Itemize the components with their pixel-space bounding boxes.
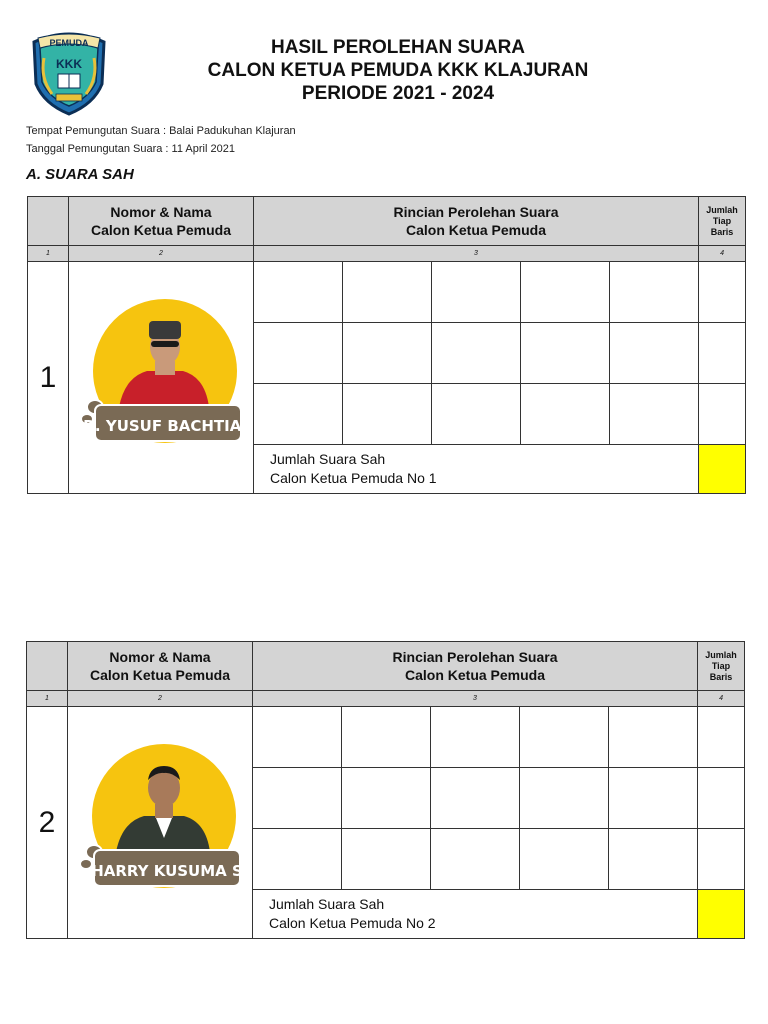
vote-table-2 bbox=[26, 641, 745, 939]
row-total-cell[interactable] bbox=[699, 262, 746, 323]
row-total-cell[interactable] bbox=[698, 707, 745, 768]
vote-cell[interactable] bbox=[253, 768, 342, 829]
vote-cell[interactable] bbox=[343, 323, 432, 384]
vote-cell[interactable] bbox=[254, 262, 343, 323]
vote-cell[interactable] bbox=[343, 384, 432, 445]
col-number-2: 2 bbox=[68, 691, 253, 707]
candidate-portrait-icon bbox=[81, 295, 241, 455]
row-total-cell[interactable] bbox=[699, 323, 746, 384]
header-detail-line2: Calon Ketua Pemuda bbox=[405, 222, 547, 238]
candidate-number: 2 bbox=[27, 707, 68, 939]
polling-date: Tanggal Pemungutan Suara : 11 April 2021 bbox=[26, 143, 235, 155]
header-total-line1: Jumlah bbox=[705, 649, 737, 660]
vote-cell[interactable] bbox=[342, 707, 431, 768]
header-blank bbox=[28, 197, 69, 246]
vote-cell[interactable] bbox=[610, 262, 699, 323]
header-vote-detail bbox=[253, 642, 698, 691]
vote-cell[interactable] bbox=[609, 707, 698, 768]
vote-cell[interactable] bbox=[254, 384, 343, 445]
vote-cell[interactable] bbox=[521, 384, 610, 445]
header-total-line1: Jumlah bbox=[706, 204, 738, 215]
title-line-1: HASIL PEROLEHAN SUARA bbox=[270, 37, 526, 58]
vote-cell[interactable] bbox=[431, 768, 520, 829]
candidate-name: HARRY KUSUMA S bbox=[91, 862, 240, 880]
header-row-total bbox=[698, 642, 745, 691]
vote-cell[interactable] bbox=[432, 262, 521, 323]
header-total-line2: Tiap bbox=[712, 215, 732, 226]
vote-cell[interactable] bbox=[343, 262, 432, 323]
vote-cell[interactable] bbox=[520, 768, 609, 829]
header-candidate-line2: Calon Ketua Pemuda bbox=[89, 667, 231, 683]
candidate-portrait-icon bbox=[80, 740, 240, 900]
vote-cell[interactable] bbox=[254, 323, 343, 384]
col-number-1: 1 bbox=[27, 691, 68, 707]
valid-votes-line1: Jumlah Suara Sah bbox=[270, 451, 386, 467]
header-blank bbox=[27, 642, 68, 691]
vote-cell[interactable] bbox=[431, 707, 520, 768]
col-number-3: 3 bbox=[253, 691, 698, 707]
vote-cell[interactable] bbox=[432, 384, 521, 445]
header-detail-line1: Rincian Perolehan Suara bbox=[392, 649, 558, 665]
header-candidate bbox=[68, 642, 253, 691]
header-total-line3: Baris bbox=[710, 226, 734, 237]
vote-cell[interactable] bbox=[521, 323, 610, 384]
col-number-4: 4 bbox=[699, 246, 746, 262]
vote-cell[interactable] bbox=[432, 323, 521, 384]
header-candidate-line1: Nomor & Nama bbox=[110, 204, 212, 220]
pemuda-logo bbox=[28, 28, 110, 116]
document-title bbox=[120, 36, 676, 105]
header-total-line3: Baris bbox=[709, 671, 733, 682]
header-candidate bbox=[69, 197, 254, 246]
candidate-number: 1 bbox=[28, 262, 69, 494]
valid-votes-line2: Calon Ketua Pemuda No 2 bbox=[269, 915, 436, 931]
polling-place: Tempat Pemungutan Suara : Balai Padukuhan Klajuran bbox=[26, 125, 296, 137]
header-candidate-line2: Calon Ketua Pemuda bbox=[90, 222, 232, 238]
row-total-cell[interactable] bbox=[699, 384, 746, 445]
vote-cell[interactable] bbox=[431, 829, 520, 890]
candidate-photo bbox=[68, 707, 253, 939]
col-number-1: 1 bbox=[28, 246, 69, 262]
header-row-total bbox=[699, 197, 746, 246]
vote-cell[interactable] bbox=[342, 768, 431, 829]
header-vote-detail bbox=[254, 197, 699, 246]
vote-table-1 bbox=[27, 196, 746, 494]
valid-votes-total-cell[interactable] bbox=[699, 445, 746, 494]
vote-cell[interactable] bbox=[609, 829, 698, 890]
title-line-3: PERIODE 2021 - 2024 bbox=[301, 83, 495, 104]
title-line-2: CALON KETUA PEMUDA KKK KLAJURAN bbox=[207, 60, 589, 81]
vote-cell[interactable] bbox=[609, 768, 698, 829]
row-total-cell[interactable] bbox=[698, 829, 745, 890]
header-detail-line1: Rincian Perolehan Suara bbox=[393, 204, 559, 220]
valid-votes-line2: Calon Ketua Pemuda No 1 bbox=[270, 470, 437, 486]
vote-cell[interactable] bbox=[610, 384, 699, 445]
vote-cell[interactable] bbox=[520, 829, 609, 890]
vote-cell[interactable] bbox=[520, 707, 609, 768]
header-candidate-line1: Nomor & Nama bbox=[109, 649, 211, 665]
col-number-2: 2 bbox=[69, 246, 254, 262]
header-total-line2: Tiap bbox=[711, 660, 731, 671]
valid-votes-label bbox=[254, 445, 699, 494]
vote-cell[interactable] bbox=[610, 323, 699, 384]
valid-votes-total-cell[interactable] bbox=[698, 890, 745, 939]
logo-text: PEMUDA bbox=[49, 38, 89, 48]
valid-votes-label bbox=[253, 890, 698, 939]
col-number-3: 3 bbox=[254, 246, 699, 262]
valid-votes-line1: Jumlah Suara Sah bbox=[269, 896, 385, 912]
vote-cell[interactable] bbox=[342, 829, 431, 890]
logo-subtext: KKK bbox=[56, 57, 82, 71]
candidate-name: R. YUSUF BACHTIAR bbox=[83, 417, 241, 435]
section-title: A. SUARA SAH bbox=[26, 166, 134, 183]
vote-cell[interactable] bbox=[253, 707, 342, 768]
header-detail-line2: Calon Ketua Pemuda bbox=[404, 667, 546, 683]
row-total-cell[interactable] bbox=[698, 768, 745, 829]
vote-cell[interactable] bbox=[253, 829, 342, 890]
candidate-photo bbox=[69, 262, 254, 494]
vote-cell[interactable] bbox=[521, 262, 610, 323]
col-number-4: 4 bbox=[698, 691, 745, 707]
